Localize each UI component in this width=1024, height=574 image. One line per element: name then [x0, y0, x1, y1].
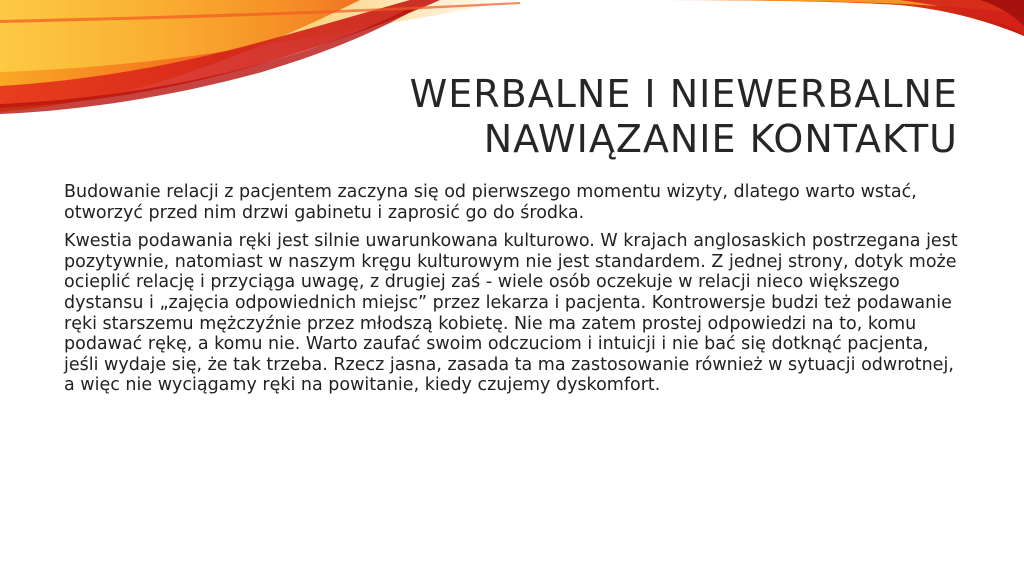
slide-title	[338, 72, 958, 162]
slide-title-line-1: WERBALNE I NIEWERBALNE	[409, 72, 958, 116]
slide-title-line-2: NAWIĄZANIE KONTAKTU	[483, 117, 958, 161]
body-paragraph-1: Budowanie relacji z pacjentem zaczyna się od pierwszego momentu wizyty, dlatego warto wstać, otworzyć przed nim drzwi gabinetu i zaprosić go do środka.	[64, 182, 917, 223]
slide-body	[64, 182, 964, 404]
body-paragraph-2: Kwestia podawania ręki jest silnie uwarunkowana kulturowo. W krajach anglosaskich postrzegana jest pozytywnie, natomiast w naszym kręgu kulturowym nie jest standardem. Z jednej strony, dotyk może ocieplić relację i przyciąga uwagę, z drugiej zaś - wiele osób oczekuje w relacji nieco większego dystansu i „zajęcia odpowiednich miejsc” przez lekarza i pacjenta. Kontrowersje budzi też podawanie ręki starszemu mężczyźnie przez młodszą kobietę. Nie ma zatem prostej odpowiedzi na to, komu podawać rękę, a komu nie. Warto zaufać swoim odczuciom i intuicji i nie bać się dotknąć pacjenta, jeśli wydaje się, że tak trzeba. Rzecz jasna, zasada ta ma zastosowanie również w sytuacji odwrotnej, a więc nie wyciągamy ręki na powitanie, kiedy czujemy dyskomfort.	[64, 231, 958, 396]
